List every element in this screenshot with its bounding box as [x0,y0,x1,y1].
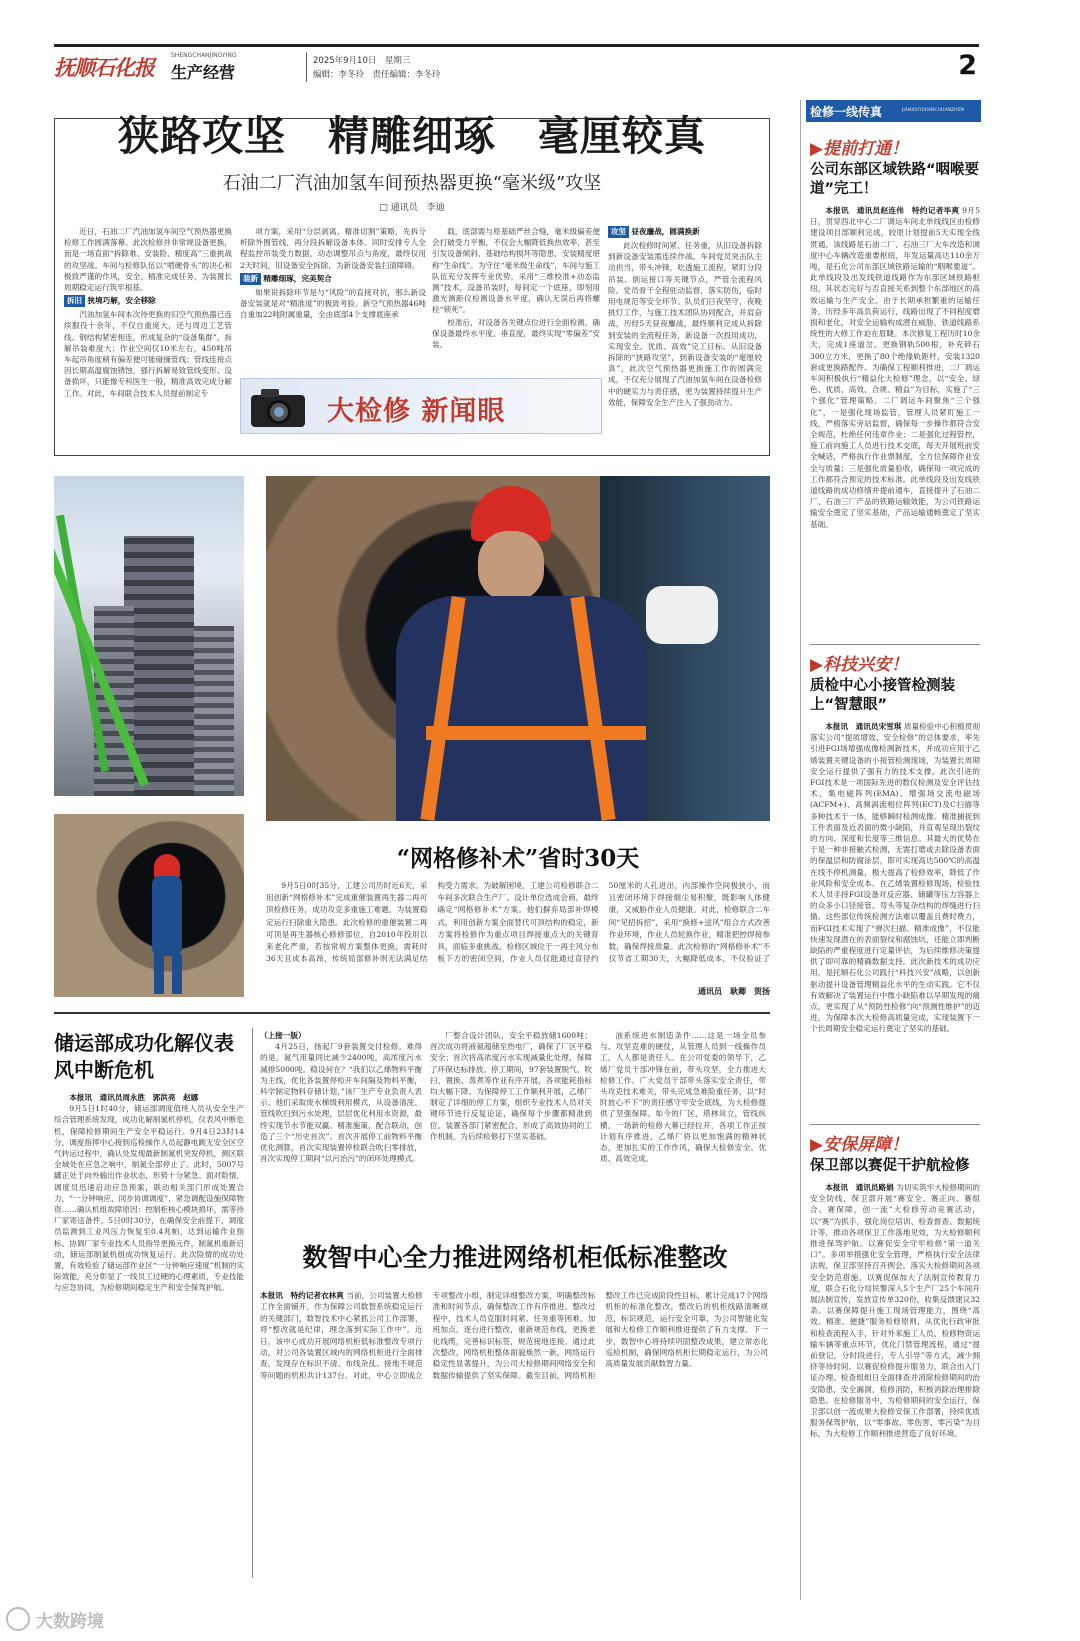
photo-refinery-tower [54,476,244,796]
article-col-1-intro: 近日，石油二厂汽油加氢车间空气预热器更换检修工作圆满落幕。此次检修并非常规设备更换，而是一场直面“拆除难、安装险、精度高”三重挑战的攻坚战。车间与检修队伍以“啃硬骨头”的决心和极致严谨的作风，安全、精准完成任务，为装置长周期稳定运行筑牢根基。 [64,227,232,293]
sidebar-article-2 [810,650,980,1133]
watermark-logo-icon [6,1607,30,1631]
sidebar-column-pinyin: JIANXIUYIXIANCHUANZHEN [902,108,964,113]
sidebar-column-header [806,100,981,122]
continued-col-c [600,1030,766,1230]
watermark-text: 大数跨境 [36,1611,104,1632]
article-col-2-body-a: 项方案，采用“分层剥离，精准切割”策略，先拆分析除外围管线，再分段拆解设备本体。同时安排专人全程监控吊装受力数据，动态调整吊点与角度，最终仅用2天时间，旧设备安全拆除，为新设备安装扫清障碍。 [240,227,426,270]
sidebar-rule-2 [810,1124,980,1125]
news-eye-text: 大检修 新闻眼 [327,396,506,427]
article-col-3-body-b: 校准后，对设备各关键点位进行全面检测，确保设备最终水平度、垂直度，最终实现“零偏差”安装。 [432,317,600,350]
article-col-4 [608,226,762,448]
sidebar-column-title: 检修一线传真 [810,105,883,119]
section-tag-2-label: 精雕细琢，完美契合 [263,273,332,283]
sidebar-article-1-text [810,205,980,645]
sidebar-article-2-kicker: ▶科技兴安！ [810,655,909,675]
article-col-3 [432,226,600,368]
storage-article-body: 9月5日1时40分，储运部调度值班人员从安全生产综合管理系统发现，成功化解制氮机停机，仪表风中断危机，保障检修期间生产安全平稳运行。9月4日23时14分，调度指挥中心接到巡检操作人员起静电跳无安全区空气转运过程中，确认处发现最新制氮机突发停机，测区联全域处在应急之响中，制氮全部停止了。此时，5007号罐正处于向外输出作业状态，形势十分紧急。面对险情，调度员迅速启动应急预案，联动相关部门形成处置合力，“一分钟响应，同步协调调度”，紧急调配设施保障物资……确认机组故障原因：控制柜核心模块损坏，需等待厂家寄送备件。5日0时30分，在确保安全前提下，调度员监测到工业风压力恢复至0.4兆帕，达到运输作业指标。协调厂家专业技术人员指导更换元件，制氮机重新启动，储运部制氮机组成功恢复运行。此次险情的成功处置，有效检验了储运部作业区“一分钟响应速度”机制的实际效能，充分彰显了一线员工过硬的心理素质，专业技能与应急协同，为检修期间稳定生产和安全保驾护航。 [54,1104,244,1293]
sidebar-article-1 [810,134,980,645]
sidebar-article-3-byline: 本报讯 通讯员路娟 [825,1183,894,1192]
dc-article-body: 当前，公司装置大检修工作全面铺开，作为保障公司数智系统稳定运行的关键部门，数智技术中心紧抓公司工作部署，将“整改就是纪律，理念落到实际工作中”。近日，该中心成功开展网络机柜低标准整改专项行动，对公司各装置区域内的网络机柜进行全面排查，发现存在标识不清、布线杂乱、接地不规范等问题的机柜共计137台。对此，中心立即成立专项整改小组，制定详细整改方案，明确整改标准和时间节点，确保整改工作有序推进。整改过程中，技术人员克服时间紧、任务重等困难，加班加点，逐台进行整改，重新规范布线，更换老化线缆，完善标识标签，规范接地连接。通过此次整改，网络机柜整体面貌焕然一新，网络运行稳定性显著提升，为公司大检修期间网络安全和数据传输提供了坚实保障。截至目前，网络机柜整改工作已完成阶段性目标，累计完成17个网络机柜的标准化整改，整改后的机柜线路清晰规范，标识规范，运行安全可靠，为公司智能化发展和大检修工作顺利推进提供了有力支撑。下一步，数智中心将持续巩固整改成果，建立常态化巡检机制，确保网络机柜长期稳定运行，为公司高质量发展贡献数智力量。 [260,1291,768,1380]
headline: 狭路攻坚 精雕细琢 毫厘较真 [118,112,706,160]
photo-worker-in-manhole [266,476,770,821]
section-tag-1: 拆旧 [64,295,85,307]
masthead-top-rule [54,44,979,47]
storage-article-title: 储运部成功化解仪表风中断危机 [54,1031,234,1082]
section-tag-1-label: 狭境巧解，安全移除 [87,296,156,306]
dc-article-title: 数智中心全力推进网络机柜低标准整改 [302,1243,728,1272]
dc-article-byline: 本报讯 特约记者衣林爽 [260,1291,344,1300]
continued-col-c-body: 油系统进水制造条件……这是一场全员参与、攻坚克难的硬仗，从管理人员到一线操作员工，人人都是责任人。在公司党委的领导下，乙烯厂党员干部冲锋在前，带头攻坚，全力推进大检修工作。广大党员干部带头落实安全责任，带头攻克技术难关，带头完成急难险重任务，以“时时放心不下”的责任感守牢安全底线，为大检修提供了坚强保障。如今的厂区，塔林耸立，管线纵横，一场新的检修大幕已经拉开，各项工作正按计划有序推进，乙烯厂将以更加饱满的精神状态，更加扎实的工作作风，确保大检修安全、优质、高效完成。 [600,1031,766,1164]
sidebar-article-3-text [810,1182,980,1586]
issue-date: 2025年9月10日 星期三 [313,56,411,66]
continued-col-b [430,1030,592,1230]
article-col-1 [64,226,232,446]
photo-worker-climbing [54,814,244,997]
page-number: 2 [958,50,977,81]
sidebar-article-2-body: 质量检验中心积极贯彻落实公司“提质增效、安全检修”的总体要求，率先引进FGI场增强成像检测新技术，并成功应用于乙烯装置关键设备的小接管检测现场，为装置长周期安全运行提供了强有力的技术支撑。此次引进的FGI技术是一项国际先进的数仪检测及安全评估技术，集电磁阵列(EMA)、增强场交流电磁场(ACFM+)、高频涡流相位阵列(ECT)及C扫描等多种技术于一体，能够瞬时检测成像。精准捕捉到工件表面及近表面的微小缺陷，并直观呈现出裂纹的方向、深度和长度等三维信息。其最大的优势在于是一种非接触式检测，无需打磨或去除设备表面的保温层和防腐涂层，即可实现高达500℃的高温在线不停机测量，极大提高了检修效率，降低了作业风险和安全成本。在乙烯装置检修现场，检验技术人员手持FGI设备对反应器、储罐等压力容器上的众多小口径接管、弯头等复杂结构的焊缝进行扫描。这些部位传统检测方法难以覆盖且费时费力，而FGI技术实现了“弹次扫描、精准成像”，不仅能快速发现潜在的表面裂纹和腐蚀坑，还能立即判断缺陷的严重程度进行定量评估，为后续维修决策提供了即可靠的精确数据支持。此次新技术的成功应用，是托顺石化公司践行“科技兴安”战略，以创新驱动提升设备管理精益化水平的生动实践。它不仅有效解决了装置运行中微小缺陷难以早期发现的痛点，更实现了从“预防性检修”向“预测性维护”的迈进，为保障本次大检修高质量完成，实现装置下一个长周期安全稳定运行奠定了坚实的基础。 [810,722,980,1034]
sidebar-article-3-body: 为切实筑牢大检修期间的安全防线，保卫部开展“赛安全、赛正向、赛组合、赛保障，创一流”大检修劳动竞赛活动，以“赛”为抓手，强化岗位培训、检查督查、数据统计等，推动各项保卫工作落地见效，为大检修顺利推进保驾护航。以赛促安全守牢检修“第一道关口”。多项举措强化安全管理，严格执行安全法律法规，保卫部坚持召开例会，落实大检修期间各项安全防范措施，以赛促保加大了法制宣传教育力度，联合石化分局民警深入5个生产厂25个车间开展法制宣传，发放宣传单320份，收集反馈建议32条。以赛保障提升施工现场管理能力，围绕“高效、精准、便捷”服务检修原则，从优化行政审批和检查流程入手，针对外来施工人员、检修物资运输车辆等重点环节，优化门禁管理流程，通过“提前登记，分时段进行，专人引导”等方式，减少拥挤等待时间。以赛促检修提升服务力，联合出入门证办理、检查组组日全面排查并消除检修期间的治安隐患，安全漏洞，检修消防，积极消除治理排除隐患。在检修服务中，为检修期间的安全运行，保卫部以创一流成果大检修安保工作部署，持续优质服务保驾护航，以“零事故、零伤害、零污染”为目标，为大检修工作顺利推进营造了良好环境。 [810,1183,980,1439]
article-col-2 [240,226,426,368]
vertical-rule-1 [252,1028,253,1578]
subheadline: 石油二厂汽油加氢车间预热器更换“毫米级”攻坚 [222,173,602,194]
sidebar-article-3-title: 保卫部以赛促干护航检修 [810,1158,970,1174]
sidebar-article-1-title: 公司东部区域铁路“咽喉要道”完工！ [810,162,980,197]
continued-head: （上接一版） [260,1031,306,1040]
sidebar-article-2-title: 质检中心小接管检测装上“智慧眼” [810,678,955,713]
photo-caption-credit: 通讯员 耿卿 贺扬 [698,987,770,996]
article-col-4-body: 此次检修时间紧、任务重，从旧设备拆除到新设备安装需连续作战。车间党员突击队主动担当，带头冲锋，吃透施工流程，紧盯分段吊装、倒运接口等关键节点，严管全流程风险。党员骨干全程驻动监督，落实防伤，临时用电规范等安全环节。队员们日夜坚守，夜晚挑灯工作，与施工技术团队协同配合，并肩奋战，历经5天昼夜鏖战，最终顺利完成从拆除到安装的全流程任务，新设备一次投用成功，实现安全、优质、高效”完工目标。从旧设备拆除的“狭路攻坚”，到新设备安装的“毫厘较真”，此次空气预热器更换施工作的圆满完成，不仅充分展现了汽油加氢车间在设备检修中的硬实力与责任感，更为装置持续提升生产效能，保障安全生产注入了强劲动力。 [608,241,762,407]
sidebar-article-1-byline: 本报讯 通讯员赵连伟 特约记者毕爽 [825,206,960,215]
watermark [6,1604,104,1634]
photo-caption-body: 9月5日0时35分，工建公司历时近6天，采用创新“网格修补术”完成重催装置再生器二再可顶检修任务，成功攻克多重施工难题，为装置稳定运行扫除重大隐患。此次检修的重催装置二再可顶是再生器核心修修部位，自2010年投用以来老化严重，若按常规方案整体更换，需耗时36天且成本高昂，传统局部修补则无法满足结构受力需求。为破解困境，工建公司检修联合二车间多次联合生产厂、设计单位选成会商，最终确定“网格修补术”方案。他们摒弃局部补焊模式，利用创新方案全面替代可顶结构的稳定，新方案将检修作为重点项目焊接重点大的关键育具，面临多重挑战。检修区域位于一再主风分布板下方的密闭空间，作业人员仅能通过直径约50厘米的人孔进出，内部操作空间极狭小，而且密闭环境下焊接烟尘易积聚，既影响人体健康，又威胁作业人员健康。对此，检修联合二车间“见招拆招”，采用“换修+送风”组合方式改善作业环境，作业人员轮换作业，精准把控焊接参数，确保焊接质量。此次检修的“网格修补术”不仅节省工期30天，大幅降低成本，不仅验证了 [266,881,770,964]
continued-col-a-body: 4月25日，扬起厂9套装置交付检修。难得的是，氮气用量同比减少2400吨，高浓度污水减排5000吨。稳设何在？“我们以乙烯物料平衡为主线，优化各装置停检开车间隔及物料平衡，科学制定物料存储计划，”该厂生产专业负责人表示。他们采取废水梯级利用模式，从设备清洗、管线吹扫到污水处理，层层优化利用水资源，最终实现节水节能双赢。精准施策，配合联动，创造了三个“历史首次”。首次开展停工前物料平衡优化测算，首次实现装置停检联合吹扫零排放，首次实现停工期间“以污治污”的闭环处理模式。 [260,1042,422,1164]
news-eye-banner [240,378,602,434]
editors-line: 编辑：李冬玲 责任编辑：李冬玲 [313,70,441,80]
section-title: 生产经营 [171,63,236,82]
masthead-logo: 抚顺石化报 [54,55,154,80]
section-tag-4-label: 昼夜鏖战，圆满换新 [631,227,700,236]
sidebar-article-2-byline: 本报讯 通讯员宋雪琪 [825,722,902,731]
sidebar-article-3-kicker: ▶安保屏障！ [810,1135,909,1155]
sidebar-rule-1 [810,644,980,645]
masthead-divider [306,52,307,82]
camera-icon [247,385,309,429]
article-col-2-body-b: 如果说拆除环节是与“风险”的直接对抗，那么新设备安装就是对“精准度”的极致考验。新空气预热器46吨自重加22吨附属重量，全由底部4个支撑底座承 [240,287,426,320]
article-col-1-body: 汽油加氢车间本次待更换的旧空气预热器已连续服役十余年，不仅自重庞大，还与周边工艺管线、钢结构紧密相连，形成复杂的“设备集群”，拆解吊装难度大；作业空间仅10米左右，450吨吊车起吊角度稍有偏差便可能碰撞管线；管线连接点因长期高温腐蚀锈蚀，强行拆解易致管线变形、设备损坏，只能像专科医生一般，精准高效完成分解工作。对此，车间联合技术人员提前制定专 [64,310,232,398]
sidebar-article-1-body: 9月5日，贯穿西北中心二厂调运车间北单线线区由检修建设项目部顺利完成，较原计划提前5天实现全线贯通。该线路是石油二厂、石油三厂大车改造和调度中心车辆改造重要枢纽，年发运量高达110余万吨，是石化公司东部区域铁路运输的“咽喉要道”。此单线段及出发线铁道线路作为东部区域铁路枢纽，其状态完好与否直接关系到整个东部地区的高效运输与生产安全。由于长期承担繁重的运输任务，历经多年高负荷运行，线路出现了不同程度磨损和老化，对安全运输构成潜在威胁，铁道线路系统性的大修工作迫在眉睫。本次修复工程历时10余天，完成1座道岔、更换钢轨500根，补充碎石300立方米，更换了80个绝缘轨距杆，安装1320套或更换路配件。为确保工程顺利推进，二厂调运车间积极执行“精益化大检修”理念，以“安全、绿色、优质、高效、合规、精益”为目标，实施了“三个强化”管理策略。二厂调运车间聚焦“三个强化”，一是强化现场监管，管理人员紧盯施工一线，严格落实旁站监督，确保每一步操作都符合安全规范，杜绝任何违章作业；二是强化过程管控，施工前向施工人员进行技术交底，每天开展班前安全喊话，严格执行作业票制度，全方位保障作业安全与质量；三是强化质量验收，确保每一项完成的工作都符合预定的技术标准。此单线段及出发线铁道线路的成功修缮并提前通车，直接提升了石油二厂、石油三厂产品的铁路运输效能，为公司铁路运输安全奠定了坚实基础，产品运输通畅奠定了坚实基础。 [810,206,980,529]
photo-caption-title: “网格修补术”省时30天 [396,845,640,872]
sidebar-article-2-text [810,721,980,1133]
mid-rule [54,1012,770,1014]
section-tag-4: 攻坚 [608,226,629,238]
article-byline: □ 通讯员 李迪 [379,203,445,213]
sidebar-left-rule [800,100,801,1600]
storage-article-byline: 本报讯 通讯员周永胜 郭洪亮 赵娜 [69,1093,199,1102]
continued-col-b-body: 厂整合设计团队，安全平稳放储1600吨；首次成功将液氨超储至热电厂，确保了厂区平稳安全；首次将高浓度污水实现减量化处理，保障了环保达标排放。停工期间，97套装置脱气、吹扫、置换、蒸煮等作业有序开展，各项能耗指标均大幅下降。为保障停工工作顺利开展，乙烯厂制定了详细的停工方案，组织专业技术人员对关键环节进行反复论证，确保每个步骤都精准到位。装置各部门紧密配合，形成了高效协同的工作机制，为后续检修打下坚实基础。 [430,1031,592,1141]
sidebar-article-3 [810,1130,980,1586]
section-pinyin: SHENGCHANJINGYING [171,52,237,59]
article-col-3-body-a: 载，底部需与原基础严丝合缝，毫米级偏差便会打破受力平衡，不仅会大幅降低换热效率，甚至引发设备倾斜、基础结构损坏等隐患，安装精度堪称“生命线”。为守住“毫米级生命线”，车间与施工队伍充分发挥专业优势，采用“三维校准+动态监测”技术，设备吊装时，每间定一个底座，即刻用激光测距仪检测设备水平度，确认无误后再将螺栓“锁死”。 [432,227,600,315]
section-tag-2: 装新 [240,273,261,285]
dc-article-body-wrap [260,1290,768,1582]
continued-col-a [260,1030,422,1230]
storage-article [54,1092,244,1584]
masthead [54,40,979,90]
sidebar-article-1-kicker: ▶提前打通！ [810,139,909,159]
